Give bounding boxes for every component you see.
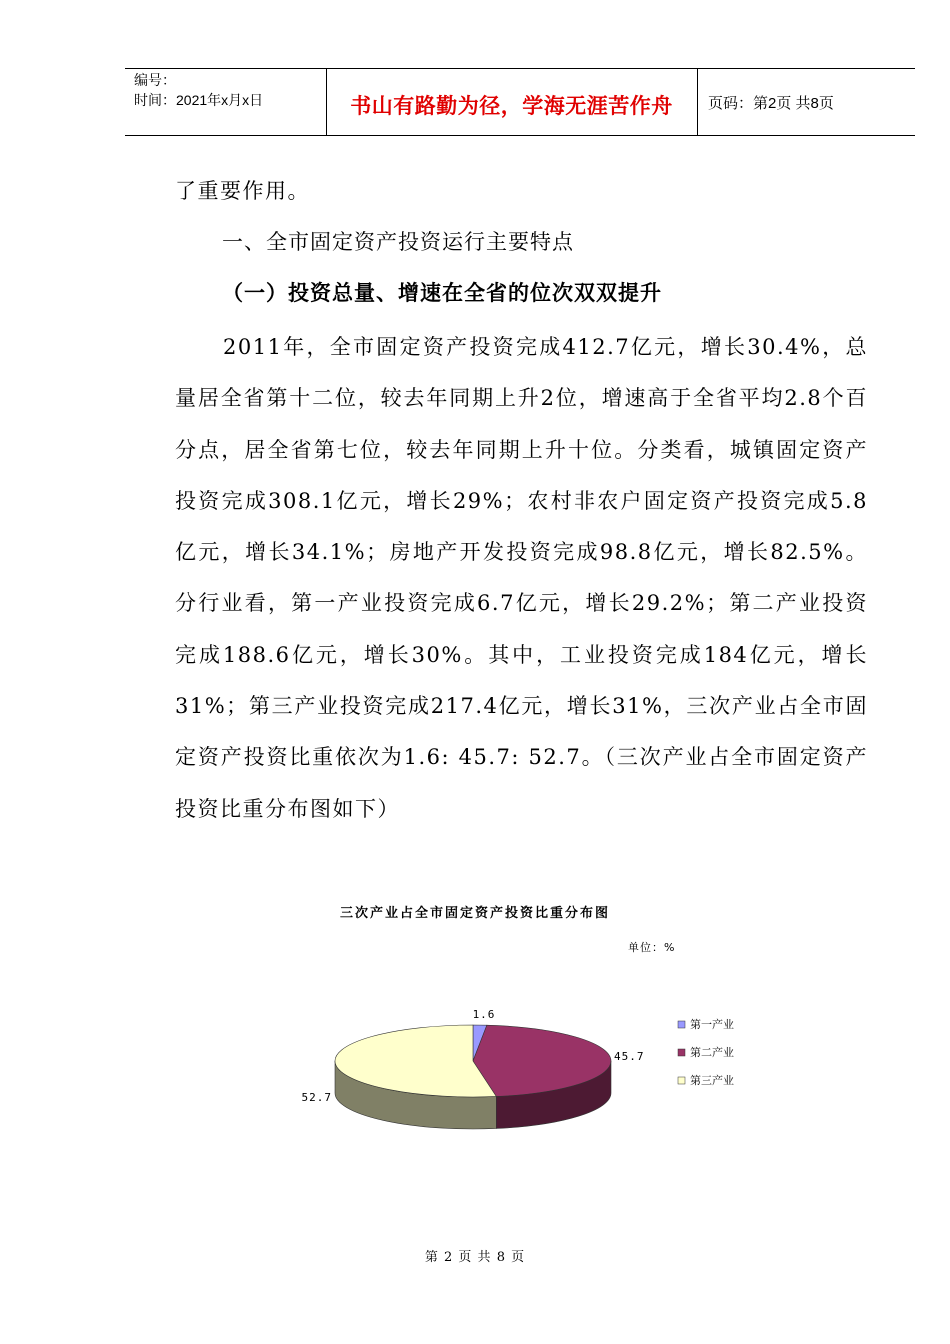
subsection-heading: （一）投资总量、增速在全省的位次双双提升 bbox=[222, 280, 662, 305]
page-footer: 第 2 页 共 8 页 bbox=[424, 1250, 526, 1265]
header-number-label: 编号： bbox=[134, 72, 176, 88]
chart-title: 三次产业占全市固定资产投资比重分布图 bbox=[339, 906, 610, 921]
legend-swatch bbox=[678, 1077, 685, 1084]
pie-value-label: 52.7 bbox=[301, 1091, 332, 1104]
pie-tops bbox=[335, 1025, 611, 1097]
chart-unit-label: 单位：% bbox=[628, 941, 676, 954]
pie-value-label: 1.6 bbox=[472, 1008, 496, 1021]
header-page-label: 页码：第2页 共8页 bbox=[708, 95, 834, 112]
legend-label: 第三产业 bbox=[690, 1074, 734, 1087]
legend-label: 第二产业 bbox=[690, 1046, 734, 1059]
legend-label: 第一产业 bbox=[690, 1018, 734, 1031]
header-motto: 书山有路勤为径，学海无涯苦作舟 bbox=[350, 94, 673, 118]
body-paragraph: 2011年，全市固定资产投资完成412.7亿元，增长30.4%，总量居全省第十二位，较去年同期上升2位，增速高于全省平均2.8个百分点，居全省第七位，较去年同期上升十位。分类看，城镇固定资产投资完成308.1亿元，增长29%；农村非农户固定资产投资完成5.8亿元，增长34.1%；房地产开发投资完成98.8亿元，增长82.5%。分行业看，第一产业投资完成6.7亿元，增长29.2%；第二产业投资完成188.6亿元，增长30%。其中，工业投资完成184亿元，增长31%；第三产业投资完成217.4亿元，增长31%，三次产业占全市固定资产投资比重依次为1.6: 45.7: 52.7。（三次产业占全市固定资产投资比重分布图如下） bbox=[175, 335, 868, 821]
section-heading: 一、全市固定资产投资运行主要特点 bbox=[222, 230, 574, 254]
continuation-text: 了重要作用。 bbox=[175, 179, 310, 203]
legend-swatch bbox=[678, 1021, 685, 1028]
legend-swatch bbox=[678, 1049, 685, 1056]
pie-value-label: 45.7 bbox=[614, 1050, 645, 1063]
header-time-label: 时间：2021年x月x日 bbox=[134, 92, 264, 108]
chart-legend bbox=[678, 1017, 734, 1087]
